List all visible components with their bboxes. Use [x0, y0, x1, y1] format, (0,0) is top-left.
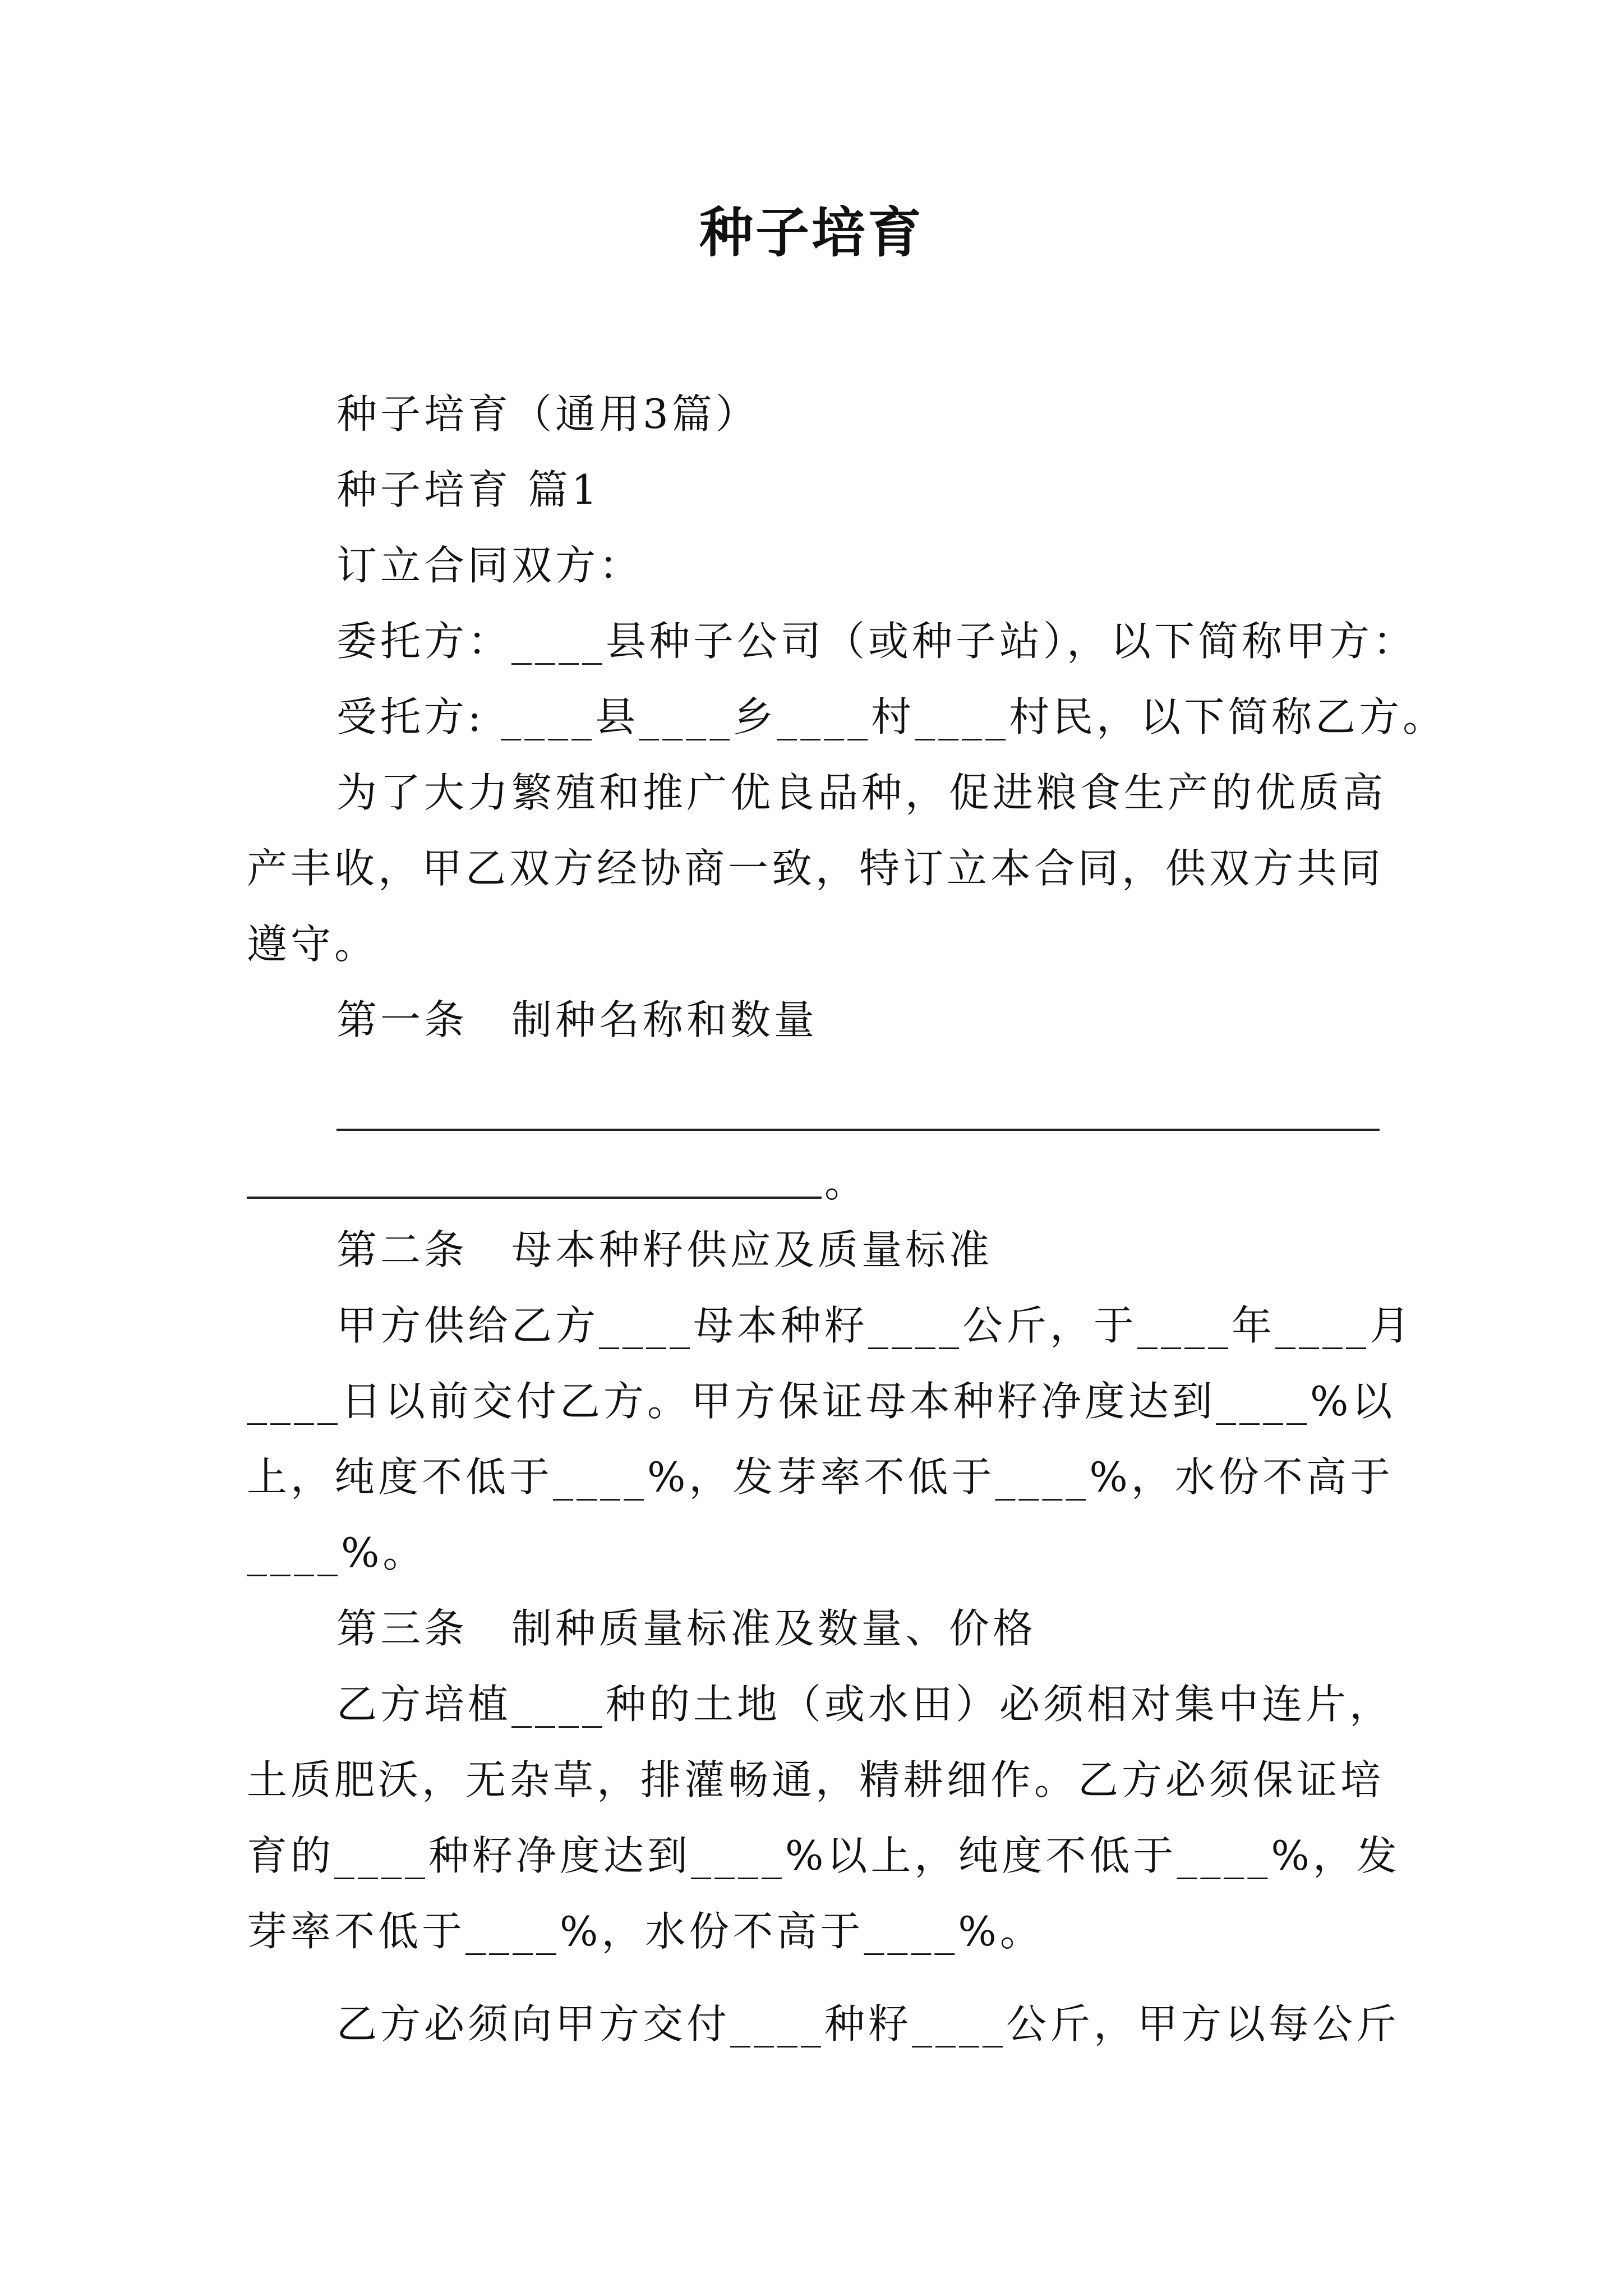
paragraph-line: 为了大力繁殖和推广优良品种，促进粮食生产的优质高 [336, 769, 1387, 816]
document-title: 种子培育 [699, 201, 924, 264]
paragraph-line: 订立合同双方： [336, 542, 643, 589]
article-heading: 第二条 母本种籽供应及质量标准 [336, 1226, 993, 1273]
article-heading: 第一条 制种名称和数量 [336, 996, 818, 1043]
fill-in-line [336, 1129, 1380, 1131]
paragraph-line: 甲方供给乙方____母本种籽____公斤，于____年____月 [336, 1302, 1414, 1349]
fill-in-line [247, 1197, 822, 1199]
paragraph-line: 上，纯度不低于____%，发芽率不低于____%，水份不高于 [247, 1453, 1394, 1501]
paragraph-line: 委托方：____县种子公司（或种子站），以下简称甲方： [336, 618, 1417, 665]
article-heading: 第三条 制种质量标准及数量、价格 [336, 1605, 1037, 1652]
paragraph-line: 产丰收，甲乙双方经协商一致，特订立本合同，供双方共同 [247, 845, 1385, 892]
paragraph-line: 土质肥沃，无杂草，排灌畅通，精耕细作。乙方必须保证培 [247, 1756, 1385, 1803]
paragraph-line: 乙方必须向甲方交付____种籽____公斤，甲方以每公斤 [336, 2000, 1400, 2047]
paragraph-line: ____%。 [247, 1529, 427, 1576]
section-heading: 种子培育 篇1 [336, 466, 601, 513]
paragraph-line: ____日以前交付乙方。甲方保证母本种籽净度达到____%以 [247, 1378, 1396, 1425]
paragraph-line: 受托方: ____县____乡____村____村民，以下简称乙方。 [336, 693, 1447, 740]
subtitle-line: 种子培育（通用3篇） [336, 390, 759, 438]
paragraph-line: 芽率不低于____%，水份不高于____%。 [247, 1908, 1044, 1955]
sentence-end: 。 [824, 1159, 865, 1206]
paragraph-line: 乙方培植____种的土地（或水田）必须相对集中连片， [336, 1681, 1394, 1728]
paragraph-line: 育的____种籽净度达到____%以上，纯度不低于____%，发 [247, 1832, 1400, 1879]
paragraph-line: 遵守。 [247, 921, 379, 968]
